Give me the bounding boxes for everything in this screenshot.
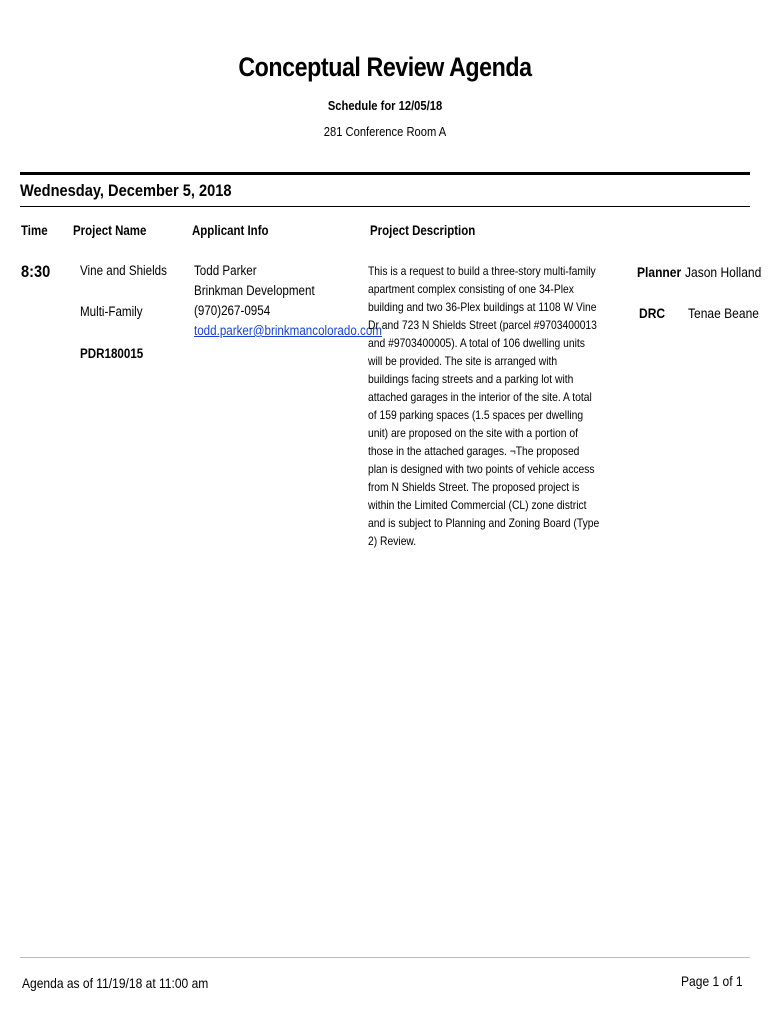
meeting-room: 281 Conference Room A (323, 124, 447, 139)
agenda-timestamp: Agenda as of 11/19/18 at 11:00 am (22, 975, 209, 991)
column-header-time: Time (21, 222, 48, 238)
applicant-name: Todd Parker (194, 263, 257, 278)
column-header-project-name: Project Name (73, 222, 147, 238)
project-type: Multi-Family (80, 304, 143, 319)
page-number: Page 1 of 1 (681, 973, 743, 989)
section-divider-thin (20, 206, 750, 207)
column-header-applicant-info: Applicant Info (192, 222, 269, 238)
column-header-project-description: Project Description (370, 222, 476, 238)
agenda-item-time: 8:30 (21, 262, 51, 281)
staff-role-drc: DRC (639, 305, 666, 321)
project-description (368, 262, 600, 550)
applicant-email-link[interactable]: todd.parker@brinkmancolorado.com (194, 323, 382, 338)
applicant-phone: (970)267-0954 (194, 303, 271, 318)
staff-name-drc: Tenae Beane (688, 305, 759, 321)
staff-name-planner: Jason Holland (685, 264, 762, 280)
project-name: Vine and Shields (80, 263, 167, 278)
schedule-date: Schedule for 12/05/18 (327, 98, 443, 113)
footer-divider (20, 957, 750, 958)
applicant-company: Brinkman Development (194, 283, 315, 298)
staff-role-planner: Planner (637, 264, 682, 280)
project-description-text: This is a request to build a three-story multi-family apartment complex consisting of one 34-Plex building and two 36-Plex buildings at 1108 W Vine Dr and 723 N Shields Street (parcel #9703400013 and #9703400005). A total of 106 dwelling units will be provided. The site is arranged with buildings facing streets and a parking lot with attached garages in the interior of the site. A total of 159 parking spaces (1.5 spaces per dwelling unit) are proposed on the site with a portion of those in the attached garages. ¬The proposed plan is designed with two points of vehicle access from N Shields Street. The proposed project is within the Limited Commercial (CL) zone district and is subject to Planning and Zoning Board (Type 2) Review. (368, 264, 600, 548)
page-title: Conceptual Review Agenda (238, 52, 532, 82)
project-id: PDR180015 (80, 346, 144, 361)
day-heading: Wednesday, December 5, 2018 (20, 181, 232, 200)
section-divider-thick (20, 172, 750, 175)
